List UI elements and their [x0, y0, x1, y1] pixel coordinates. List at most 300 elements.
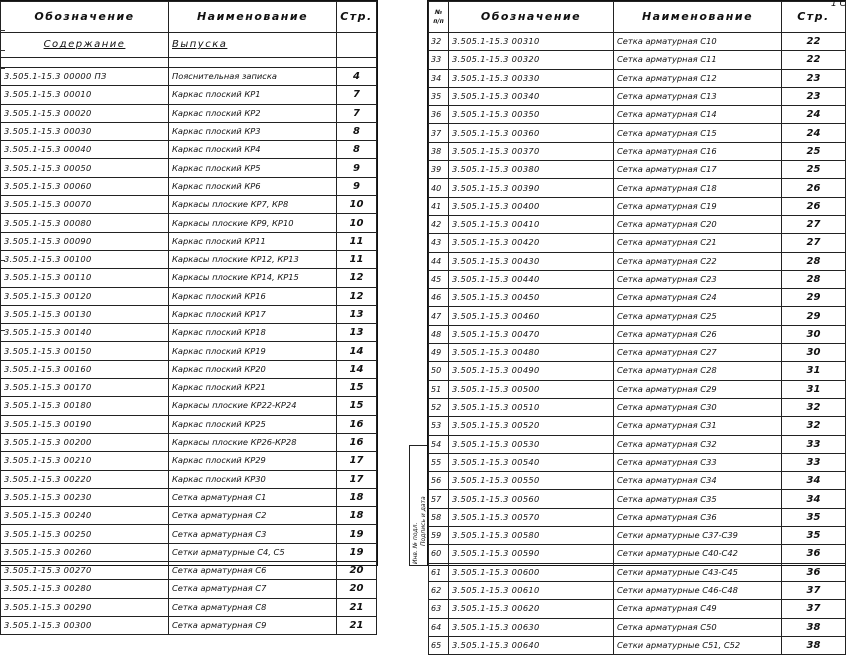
name-cell: Сетка арматурная С22	[614, 252, 782, 270]
designation-cell: 3.505.1-15.3 00420	[449, 234, 614, 252]
page-cell: 33	[782, 453, 846, 471]
index-cell: 54	[429, 435, 449, 453]
index-cell: 55	[429, 453, 449, 471]
table-row	[1, 342, 377, 360]
name-cell: Каркас плоский КР17	[169, 305, 337, 323]
page-cell: 29	[782, 307, 846, 325]
designation-cell: 3.505.1-15.3 00260	[1, 543, 169, 561]
table-row	[429, 161, 846, 179]
page-cell: 16	[337, 415, 377, 433]
name-cell: Сетки арматурные С51, С52	[614, 636, 782, 654]
table-row	[429, 289, 846, 307]
table-row	[1, 86, 377, 104]
designation-cell: 3.505.1-15.3 00530	[449, 435, 614, 453]
page-cell: 25	[782, 142, 846, 160]
name-cell: Каркас плоский КР5	[169, 159, 337, 177]
margin-stub	[0, 50, 5, 51]
page-cell: 26	[782, 197, 846, 215]
table-row	[429, 344, 846, 362]
designation-cell: 3.505.1-15.3 00310	[449, 33, 614, 51]
index-cell: 33	[429, 51, 449, 69]
table-row	[429, 618, 846, 636]
table-row	[429, 417, 846, 435]
margin-stub	[0, 30, 5, 31]
index-cell: 40	[429, 179, 449, 197]
table-row	[429, 636, 846, 654]
name-cell: Сетки арматурные С4, С5	[169, 543, 337, 561]
page-cell: 30	[782, 344, 846, 362]
table-row	[1, 324, 377, 342]
index-cell: 46	[429, 289, 449, 307]
designation-cell: 3.505.1-15.3 00430	[449, 252, 614, 270]
name-cell: Сетка арматурная С18	[614, 179, 782, 197]
page-cell: 8	[337, 141, 377, 159]
index-cell: 41	[429, 197, 449, 215]
name-cell: Сетка арматурная С9	[169, 616, 337, 634]
name-cell: Сетки арматурные С40-С42	[614, 545, 782, 563]
designation-cell: 3.505.1-15.3 00450	[449, 289, 614, 307]
designation-cell: 3.505.1-15.3 00630	[449, 618, 614, 636]
designation-cell: 3.505.1-15.3 00250	[1, 525, 169, 543]
designation-cell: 3.505.1-15.3 00640	[449, 636, 614, 654]
name-cell: Сетка арматурная С49	[614, 600, 782, 618]
page-cell: 36	[782, 563, 846, 581]
index-cell: 59	[429, 527, 449, 545]
table-row	[429, 142, 846, 160]
page-cell: 14	[337, 342, 377, 360]
page-cell: 32	[782, 417, 846, 435]
header-index: № п/п	[429, 2, 449, 33]
page-cell: 20	[337, 580, 377, 598]
name-cell: Сетка арматурная С36	[614, 508, 782, 526]
index-cell: 57	[429, 490, 449, 508]
index-cell: 45	[429, 270, 449, 288]
name-cell: Сетка арматурная С33	[614, 453, 782, 471]
designation-cell: 3.505.1-15.3 00200	[1, 433, 169, 451]
page-cell: 22	[782, 33, 846, 51]
table-row	[429, 69, 846, 87]
page-cell: 23	[782, 87, 846, 105]
page-cell: 32	[782, 398, 846, 416]
designation-cell: 3.505.1-15.3 00380	[449, 161, 614, 179]
table-row	[1, 287, 377, 305]
table-row	[429, 87, 846, 105]
designation-cell: 3.505.1-15.3 00460	[449, 307, 614, 325]
side-label-signature: Подпись и дата	[420, 496, 427, 546]
name-cell: Сетка арматурная С31	[614, 417, 782, 435]
page-cell: 14	[337, 360, 377, 378]
table-row	[1, 397, 377, 415]
table-row	[1, 196, 377, 214]
designation-cell: 3.505.1-15.3 00270	[1, 562, 169, 580]
designation-cell: 3.505.1-15.3 00560	[449, 490, 614, 508]
designation-cell: 3.505.1-15.3 00440	[449, 270, 614, 288]
table-row	[1, 214, 377, 232]
designation-cell: 3.505.1-15.3 00180	[1, 397, 169, 415]
designation-cell: 3.505.1-15.3 00340	[449, 87, 614, 105]
designation-cell: 3.505.1-15.3 00080	[1, 214, 169, 232]
index-cell: 42	[429, 215, 449, 233]
table-row	[429, 362, 846, 380]
table-row	[1, 580, 377, 598]
index-cell: 51	[429, 380, 449, 398]
designation-cell: 3.505.1-15.3 00320	[449, 51, 614, 69]
table-row	[429, 435, 846, 453]
name-cell: Сетка арматурная С14	[614, 106, 782, 124]
index-cell: 53	[429, 417, 449, 435]
page-cell: 31	[782, 362, 846, 380]
name-cell: Каркасы плоские КР14, КР15	[169, 269, 337, 287]
index-cell: 38	[429, 142, 449, 160]
right-contents-table	[428, 1, 846, 655]
index-cell: 34	[429, 69, 449, 87]
header-page: Стр.	[337, 2, 377, 33]
designation-cell: 3.505.1-15.3 00400	[449, 197, 614, 215]
designation-cell: 3.505.1-15.3 00590	[449, 545, 614, 563]
name-cell: Сетка арматурная С25	[614, 307, 782, 325]
table-row	[429, 472, 846, 490]
table-row	[1, 360, 377, 378]
page-cell: 9	[337, 159, 377, 177]
section-heading-row	[1, 33, 377, 58]
name-cell: Каркас плоский КР11	[169, 232, 337, 250]
page-cell: 28	[782, 252, 846, 270]
designation-cell: 3.505.1-15.3 00370	[449, 142, 614, 160]
page-cell: 15	[337, 397, 377, 415]
page-cell: 19	[337, 543, 377, 561]
index-cell: 32	[429, 33, 449, 51]
header-name: Наименование	[169, 2, 337, 33]
name-cell: Каркас плоский КР25	[169, 415, 337, 433]
name-cell: Сетка арматурная С35	[614, 490, 782, 508]
table-row	[429, 508, 846, 526]
page-cell: 22	[782, 51, 846, 69]
designation-cell: 3.505.1-15.3 00280	[1, 580, 169, 598]
name-cell: Каркасы плоские КР26-КР28	[169, 433, 337, 451]
name-cell: Сетка арматурная С50	[614, 618, 782, 636]
page-cell: 35	[782, 527, 846, 545]
page-cell: 10	[337, 196, 377, 214]
name-cell: Каркас плоский КР20	[169, 360, 337, 378]
designation-cell: 3.505.1-15.3 00050	[1, 159, 169, 177]
left-header-row	[1, 2, 377, 33]
name-cell: Сетка арматурная С24	[614, 289, 782, 307]
index-cell: 52	[429, 398, 449, 416]
designation-cell: 3.505.1-15.3 00490	[449, 362, 614, 380]
name-cell: Сетка арматурная С17	[614, 161, 782, 179]
left-contents-table	[0, 1, 377, 635]
index-cell: 63	[429, 600, 449, 618]
page-cell: 27	[782, 215, 846, 233]
name-cell: Каркасы плоские КР12, КР13	[169, 250, 337, 268]
name-cell: Сетка арматурная С3	[169, 525, 337, 543]
table-row	[1, 433, 377, 451]
page-cell: 17	[337, 470, 377, 488]
designation-cell: 3.505.1-15.3 00040	[1, 141, 169, 159]
name-cell: Сетка арматурная С30	[614, 398, 782, 416]
designation-cell: 3.505.1-15.3 00160	[1, 360, 169, 378]
table-row	[1, 470, 377, 488]
designation-cell: 3.505.1-15.3 00520	[449, 417, 614, 435]
index-cell: 39	[429, 161, 449, 179]
table-row	[429, 124, 846, 142]
header-designation: Обозначение	[1, 2, 169, 33]
name-cell: Сетка арматурная С12	[614, 69, 782, 87]
index-cell: 47	[429, 307, 449, 325]
page-cell: 23	[782, 69, 846, 87]
designation-cell: 3.505.1-15.3 00510	[449, 398, 614, 416]
designation-cell: 3.505.1-15.3 00070	[1, 196, 169, 214]
name-cell: Сетка арматурная С13	[614, 87, 782, 105]
page-cell: 24	[782, 106, 846, 124]
index-cell: 36	[429, 106, 449, 124]
page-cell: 38	[782, 636, 846, 654]
section-heading-name: Выпуска	[169, 33, 337, 58]
table-row	[1, 562, 377, 580]
table-row	[1, 159, 377, 177]
page-cell: 36	[782, 545, 846, 563]
designation-cell: 3.505.1-15.3 00150	[1, 342, 169, 360]
index-cell: 61	[429, 563, 449, 581]
name-cell: Каркасы плоские КР7, КР8	[169, 196, 337, 214]
table-row	[429, 33, 846, 51]
page-cell: 13	[337, 305, 377, 323]
designation-cell: 3.505.1-15.3 00360	[449, 124, 614, 142]
name-cell: Каркас плоский КР2	[169, 104, 337, 122]
name-cell: Каркас плоский КР18	[169, 324, 337, 342]
table-row	[429, 252, 846, 270]
page-cell: 37	[782, 600, 846, 618]
left-contents-sheet	[0, 0, 378, 632]
name-cell: Сетка арматурная С27	[614, 344, 782, 362]
page-cell: 30	[782, 325, 846, 343]
name-cell: Сетка арматурная С1	[169, 488, 337, 506]
table-row	[429, 545, 846, 563]
name-cell: Каркасы плоские КР22-КР24	[169, 397, 337, 415]
name-cell: Сетка арматурная С8	[169, 598, 337, 616]
index-cell: 37	[429, 124, 449, 142]
table-row	[429, 398, 846, 416]
designation-cell: 3.505.1-15.3 00140	[1, 324, 169, 342]
designation-cell: 3.505.1-15.3 00170	[1, 379, 169, 397]
table-row	[429, 197, 846, 215]
page-cell: 26	[782, 179, 846, 197]
page-cell: 7	[337, 104, 377, 122]
designation-cell: 3.505.1-15.3 00470	[449, 325, 614, 343]
page-cell: 37	[782, 581, 846, 599]
name-cell: Сетка арматурная С28	[614, 362, 782, 380]
table-row	[429, 106, 846, 124]
page-cell: 18	[337, 507, 377, 525]
index-cell: 50	[429, 362, 449, 380]
page-cell: 31	[782, 380, 846, 398]
name-cell: Сетка арматурная С7	[169, 580, 337, 598]
header-page: Стр.	[782, 2, 846, 33]
table-row	[1, 141, 377, 159]
name-cell: Сетка арматурная С23	[614, 270, 782, 288]
designation-cell: 3.505.1-15.3 00190	[1, 415, 169, 433]
table-row	[1, 452, 377, 470]
table-row	[429, 527, 846, 545]
name-cell: Каркас плоский КР1	[169, 86, 337, 104]
designation-cell: 3.505.1-15.3 00500	[449, 380, 614, 398]
table-row	[1, 269, 377, 287]
designation-cell: 3.505.1-15.3 00240	[1, 507, 169, 525]
table-row	[429, 179, 846, 197]
index-cell: 64	[429, 618, 449, 636]
table-row	[1, 68, 377, 86]
name-cell: Каркас плоский КР30	[169, 470, 337, 488]
table-row	[1, 543, 377, 561]
name-cell: Сетка арматурная С21	[614, 234, 782, 252]
designation-cell: 3.505.1-15.3 00060	[1, 177, 169, 195]
designation-cell: 3.505.1-15.3 00290	[1, 598, 169, 616]
designation-cell: 3.505.1-15.3 00600	[449, 563, 614, 581]
name-cell: Сетка арматурная С29	[614, 380, 782, 398]
table-row	[1, 305, 377, 323]
name-cell: Каркас плоский КР6	[169, 177, 337, 195]
index-cell: 62	[429, 581, 449, 599]
index-cell: 60	[429, 545, 449, 563]
page-cell: 11	[337, 250, 377, 268]
index-cell: 48	[429, 325, 449, 343]
margin-stub	[0, 260, 5, 261]
designation-cell: 3.505.1-15.3 00230	[1, 488, 169, 506]
name-cell: Сетка арматурная С19	[614, 197, 782, 215]
index-cell: 44	[429, 252, 449, 270]
page-cell: 15	[337, 379, 377, 397]
name-cell: Сетка арматурная С15	[614, 124, 782, 142]
page-cell: 29	[782, 289, 846, 307]
page-cell: 10	[337, 214, 377, 232]
name-cell: Каркас плоский КР3	[169, 122, 337, 140]
page-cell: 12	[337, 287, 377, 305]
table-row	[1, 379, 377, 397]
designation-cell: 3.505.1-15.3 00300	[1, 616, 169, 634]
header-designation: Обозначение	[449, 2, 614, 33]
table-row	[1, 250, 377, 268]
page-cell: 11	[337, 232, 377, 250]
table-row	[1, 598, 377, 616]
table-row	[429, 563, 846, 581]
page-cell: 7	[337, 86, 377, 104]
designation-cell: 3.505.1-15.3 00350	[449, 106, 614, 124]
index-cell: 35	[429, 87, 449, 105]
page-cell: 19	[337, 525, 377, 543]
designation-cell: 3.505.1-15.3 00020	[1, 104, 169, 122]
page-cell: 24	[782, 124, 846, 142]
name-cell: Сетка арматурная С2	[169, 507, 337, 525]
name-cell: Сетка арматурная С26	[614, 325, 782, 343]
designation-cell: 3.505.1-15.3 00390	[449, 179, 614, 197]
corner-sheet-mark: 1 С	[831, 0, 846, 9]
table-row	[1, 122, 377, 140]
page-cell: 33	[782, 435, 846, 453]
table-row	[1, 616, 377, 634]
designation-cell: 3.505.1-15.3 00580	[449, 527, 614, 545]
margin-stub	[0, 330, 5, 331]
designation-cell: 3.505.1-15.3 00620	[449, 600, 614, 618]
designation-cell: 3.505.1-15.3 00010	[1, 86, 169, 104]
page-cell: 17	[337, 452, 377, 470]
name-cell: Сетка арматурная С20	[614, 215, 782, 233]
margin-stub	[0, 68, 5, 69]
designation-cell: 3.505.1-15.3 00210	[1, 452, 169, 470]
designation-cell: 3.505.1-15.3 00570	[449, 508, 614, 526]
designation-cell: 3.505.1-15.3 00000 ПЗ	[1, 68, 169, 86]
table-row	[429, 234, 846, 252]
designation-cell: 3.505.1-15.3 00550	[449, 472, 614, 490]
right-header-row	[429, 2, 846, 33]
table-row	[429, 51, 846, 69]
page-cell: 38	[782, 618, 846, 636]
name-cell: Каркас плоский КР29	[169, 452, 337, 470]
table-row	[1, 177, 377, 195]
header-name: Наименование	[614, 2, 782, 33]
page-cell: 16	[337, 433, 377, 451]
page-cell: 21	[337, 598, 377, 616]
table-row	[1, 415, 377, 433]
name-cell: Сетка арматурная С34	[614, 472, 782, 490]
section-heading-designation: Содержание	[1, 33, 169, 58]
table-row	[1, 232, 377, 250]
designation-cell: 3.505.1-15.3 00120	[1, 287, 169, 305]
designation-cell: 3.505.1-15.3 00220	[1, 470, 169, 488]
section-heading-page	[337, 33, 377, 58]
designation-cell: 3.505.1-15.3 00610	[449, 581, 614, 599]
table-row	[429, 490, 846, 508]
name-cell: Сетка арматурная С10	[614, 33, 782, 51]
index-cell: 56	[429, 472, 449, 490]
name-cell: Каркас плоский КР21	[169, 379, 337, 397]
designation-cell: 3.505.1-15.3 00030	[1, 122, 169, 140]
page-cell: 25	[782, 161, 846, 179]
name-cell: Сетка арматурная С11	[614, 51, 782, 69]
index-cell: 65	[429, 636, 449, 654]
name-cell: Сетки арматурные С43-С45	[614, 563, 782, 581]
name-cell: Сетки арматурные С37-С39	[614, 527, 782, 545]
table-row	[429, 215, 846, 233]
name-cell: Каркасы плоские КР9, КР10	[169, 214, 337, 232]
table-row	[429, 307, 846, 325]
table-row	[1, 507, 377, 525]
page-cell: 12	[337, 269, 377, 287]
table-row	[429, 380, 846, 398]
name-cell: Сетка арматурная С32	[614, 435, 782, 453]
table-row	[429, 453, 846, 471]
page-cell: 28	[782, 270, 846, 288]
table-row	[429, 600, 846, 618]
page-cell: 20	[337, 562, 377, 580]
page-cell: 13	[337, 324, 377, 342]
side-label-inventory: Инв. № подл.	[412, 522, 419, 564]
name-cell: Сетки арматурные С46-С48	[614, 581, 782, 599]
spacer-row	[1, 58, 377, 68]
page-cell: 18	[337, 488, 377, 506]
table-row	[429, 270, 846, 288]
name-cell: Сетка арматурная С6	[169, 562, 337, 580]
designation-cell: 3.505.1-15.3 00110	[1, 269, 169, 287]
page-cell: 8	[337, 122, 377, 140]
name-cell: Каркас плоский КР19	[169, 342, 337, 360]
designation-cell: 3.505.1-15.3 00410	[449, 215, 614, 233]
page-cell: 9	[337, 177, 377, 195]
table-row	[1, 488, 377, 506]
name-cell: Каркас плоский КР4	[169, 141, 337, 159]
name-cell: Каркас плоский КР16	[169, 287, 337, 305]
designation-cell: 3.505.1-15.3 00480	[449, 344, 614, 362]
index-cell: 49	[429, 344, 449, 362]
